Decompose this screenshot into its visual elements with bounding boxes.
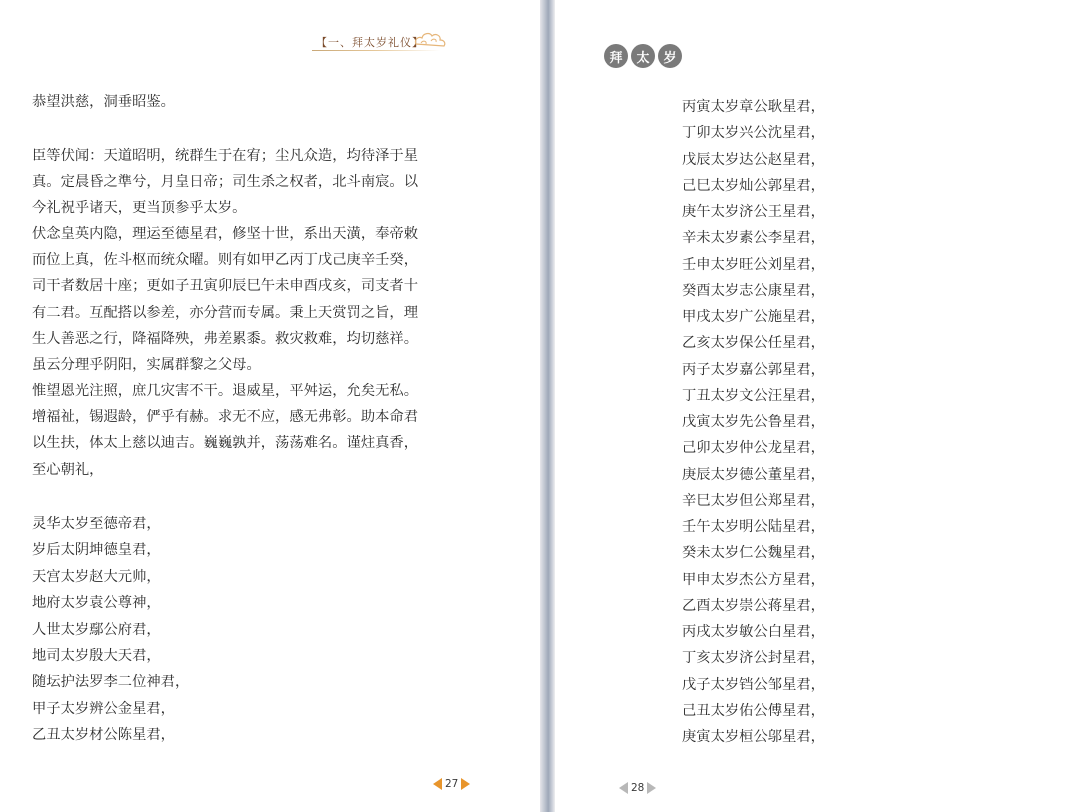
text-line: 增福祉，锡遐龄，俨乎有赫。求无不应，感无弗彰。助本命君	[32, 409, 419, 426]
list-item: 天宫太岁赵大元帅，	[32, 568, 161, 585]
text-line: 惟望恩光注照，庶几灾害不干。退威星，平舛运，允矣无私。	[32, 383, 419, 399]
list-item: 庚寅太岁桓公邬星君，	[682, 729, 825, 745]
arrow-right-icon	[461, 778, 470, 790]
header-badge: 岁	[658, 44, 682, 68]
running-header: 【一、拜太岁礼仪】	[316, 36, 424, 49]
list-item: 地司太岁殷大天君，	[32, 648, 161, 665]
text-line: 司干者数居十座；更如子丑寅卯辰巳午未申酉戌亥，司支者十	[32, 278, 419, 295]
text-line: 伏念皇英内隐，理运至德星君，修坚十世，系出天潢，奉帝敕	[32, 226, 419, 242]
list-item: 己丑太岁佑公傅星君，	[682, 702, 825, 719]
text-line: 虽云分理乎阴阳，实属群黎之父母。	[32, 357, 261, 374]
paragraph	[32, 89, 175, 115]
text-line: 至心朝礼，	[32, 461, 104, 478]
list-item: 丙子太岁嘉公郭星君，	[682, 361, 825, 378]
list-item: 乙丑太岁材公陈星君，	[32, 727, 175, 744]
text-line: 生人善恶之行，降福降殃，弗差累黍。救灾救难，均切慈祥。	[32, 330, 419, 347]
arrow-left-icon	[433, 778, 442, 790]
paragraph	[32, 221, 418, 378]
section-header-badges	[604, 44, 682, 68]
list-item: 壬申太岁旺公刘星君，	[682, 256, 825, 273]
list-item: 甲戌太岁广公施星君，	[682, 309, 825, 325]
cloud-ornament-icon	[412, 28, 448, 50]
text-line: 而位上真，佐斗枢而统众曜。则有如甲乙丙丁戊己庚辛壬癸，	[32, 252, 419, 269]
list-item: 乙亥太岁保公任星君，	[682, 335, 825, 352]
header-badge: 太	[631, 44, 655, 68]
list-item: 癸酉太岁志公康星君，	[682, 282, 825, 299]
list-item: 庚辰太岁德公董星君，	[682, 466, 825, 483]
list-item: 甲子太岁辨公金星君，	[32, 700, 175, 717]
arrow-right-icon	[647, 782, 656, 794]
list-item: 丁丑太岁文公汪星君，	[682, 387, 825, 404]
arrow-left-icon	[619, 782, 628, 794]
list-item: 甲申太岁杰公方星君，	[682, 571, 825, 588]
list-item: 癸未太岁仁公魏星君，	[682, 545, 825, 562]
page-number-value: 28	[631, 782, 645, 794]
page-number	[433, 778, 470, 790]
text-line: 臣等伏闻：天道昭明，统群生于在宥；尘凡众造，均待泽于星	[32, 148, 419, 164]
text-line: 真。定晨昏之準兮，月皇日帝；司生杀之权者，北斗南宸。以	[32, 174, 419, 191]
book-spine	[540, 0, 555, 812]
page-number	[619, 782, 656, 794]
list-item: 岁后太阴坤德皇君，	[32, 542, 161, 559]
page-number-value: 27	[445, 778, 459, 790]
list-item: 丁卯太岁兴公沈星君，	[682, 125, 825, 142]
list-item: 辛巳太岁但公郑星君，	[682, 492, 825, 509]
list-item: 辛未太岁素公李星君，	[682, 230, 825, 247]
list-item: 戊寅太岁先公鲁星君，	[682, 414, 825, 430]
text-line: 以生扶，体太上慈以迪吉。巍巍孰并，荡荡难名。谨炷真香，	[32, 435, 419, 452]
text-line: 有二君。互配搭以参差，亦分营而专属。秉上天赏罚之旨，理	[32, 304, 419, 321]
text-line: 今礼祝乎诸天，更当顶参乎太岁。	[32, 200, 247, 217]
text-line: 恭望洪慈，洞垂昭鉴。	[32, 94, 175, 110]
list-item: 人世太岁鄢公府君，	[32, 621, 161, 638]
left-page	[0, 0, 540, 812]
paragraph	[32, 378, 418, 483]
list-item: 庚午太岁济公王星君，	[682, 204, 825, 220]
list-item: 丙寅太岁章公耿星君，	[682, 99, 825, 115]
paragraph	[32, 143, 418, 222]
list-item: 地府太岁袁公尊神，	[32, 595, 161, 612]
list-item: 壬午太岁明公陆星君，	[682, 519, 825, 535]
header-badge: 拜	[604, 44, 628, 68]
list-item: 戊子太岁铛公邹星君，	[682, 676, 825, 693]
list-item: 戊辰太岁达公赵星君，	[682, 151, 825, 168]
deity-list-continued	[682, 94, 825, 750]
list-item: 丙戌太岁敏公白星君，	[682, 624, 825, 640]
list-item: 随坛护法罗李二位神君，	[32, 674, 190, 691]
deity-list	[32, 511, 189, 749]
list-item: 己卯太岁仲公龙星君，	[682, 440, 825, 457]
list-item: 乙酉太岁崇公蒋星君，	[682, 597, 825, 614]
header-rule	[312, 50, 440, 51]
list-item: 己巳太岁灿公郭星君，	[682, 177, 825, 194]
list-item: 灵华太岁至德帝君，	[32, 516, 161, 532]
list-item: 丁亥太岁济公封星君，	[682, 650, 825, 667]
